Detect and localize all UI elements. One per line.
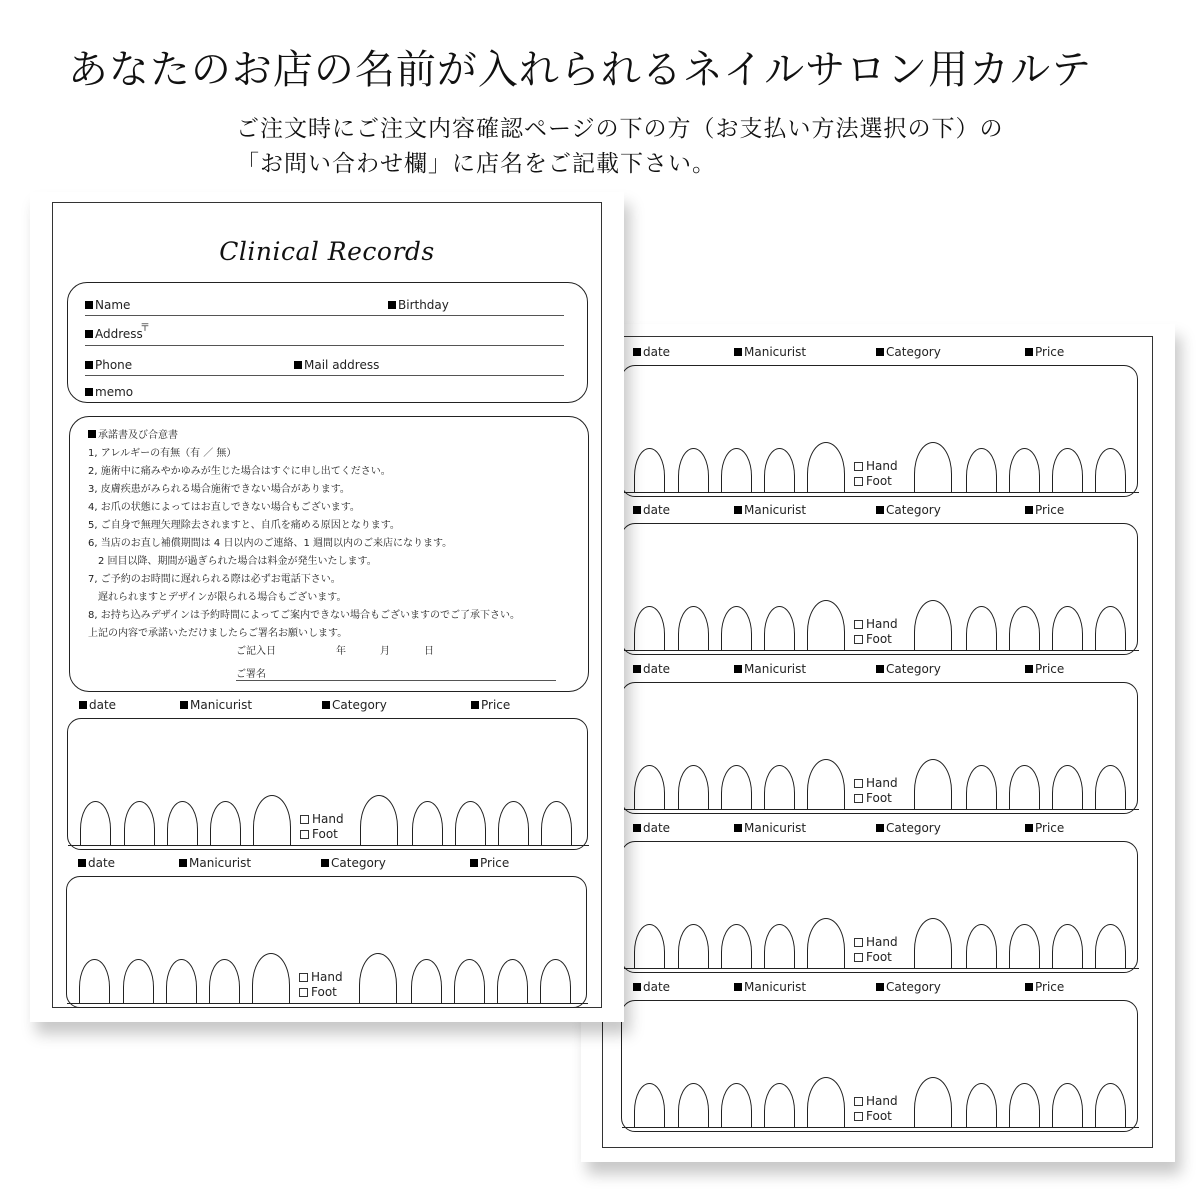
entry-date-label: ご記入日	[236, 646, 276, 657]
hand-option[interactable]: Hand	[854, 617, 898, 632]
hand-foot-options	[854, 617, 898, 647]
record-date-label: date	[79, 698, 116, 712]
right-nail-outline	[914, 918, 952, 968]
left-nail-outline	[807, 759, 845, 809]
hand-foot-options	[300, 812, 344, 842]
consent-line: 7, ご予約のお時間に遅れられる際は必ずお電話下さい。	[88, 574, 341, 585]
left-nail-outline	[678, 1083, 709, 1127]
postal-mark: 〒	[140, 323, 150, 334]
black-square-icon	[294, 361, 302, 369]
mail-label: Mail address	[294, 358, 379, 372]
black-square-icon	[633, 506, 641, 514]
record-price-label: Price	[1025, 980, 1064, 994]
page-headline: あなたのお店の名前が入れられるネイルサロン用カルテ	[67, 47, 1093, 93]
left-nail-outline	[721, 765, 752, 809]
name-label: Name	[85, 298, 130, 312]
record-header	[621, 503, 1138, 519]
left-nail-outline	[764, 606, 795, 650]
right-nail-outline	[1009, 924, 1040, 968]
record-category-label: Category	[876, 980, 941, 994]
nail-baseline	[68, 845, 589, 846]
left-nail-outline	[764, 448, 795, 492]
address-label: Address	[85, 327, 143, 341]
record-date-label: date	[633, 662, 670, 676]
black-square-icon	[388, 301, 396, 309]
checkbox-icon[interactable]	[854, 779, 863, 788]
black-square-icon	[85, 388, 93, 396]
right-nail-outline	[914, 600, 952, 650]
black-square-icon	[633, 824, 641, 832]
record-manicurist-label: Manicurist	[734, 980, 806, 994]
left-nail-outline	[634, 448, 665, 492]
left-nail-outline	[721, 924, 752, 968]
black-square-icon	[85, 330, 93, 338]
left-nail-outline	[764, 1083, 795, 1127]
black-square-icon	[633, 665, 641, 673]
black-square-icon	[79, 701, 87, 709]
record-category-label: Category	[322, 698, 387, 712]
record-box	[621, 365, 1138, 497]
foot-option[interactable]: Foot	[299, 985, 343, 1000]
right-nail-outline	[1095, 1083, 1126, 1127]
hand-foot-options	[854, 459, 898, 489]
record-price-label: Price	[1025, 662, 1064, 676]
year-label: 年	[336, 646, 346, 657]
nail-baseline	[622, 809, 1139, 810]
right-nail-outline	[1095, 448, 1126, 492]
black-square-icon	[734, 983, 742, 991]
record-category-label: Category	[876, 345, 941, 359]
black-square-icon	[78, 859, 86, 867]
phone-label: Phone	[85, 358, 132, 372]
foot-option[interactable]: Foot	[854, 632, 898, 647]
left-nail-outline	[807, 918, 845, 968]
left-nail-outline	[807, 600, 845, 650]
checkbox-icon[interactable]	[300, 815, 309, 824]
consent-line: 3, 皮膚疾患がみられる場合施術できない場合があります。	[88, 484, 350, 495]
sheet-title: Clinical Records	[219, 237, 435, 266]
consent-line: 5, ご自身で無理矢理除去されますと、自爪を痛める原因となります。	[88, 520, 400, 531]
name-underline	[85, 315, 564, 316]
left-nail-outline	[124, 801, 155, 845]
phone-underline	[85, 375, 564, 376]
left-nail-outline	[678, 924, 709, 968]
left-nail-outline	[80, 801, 111, 845]
left-nail-outline	[167, 801, 198, 845]
client-info-box	[67, 282, 588, 403]
nail-baseline	[622, 492, 1139, 493]
left-nail-outline	[678, 765, 709, 809]
right-nail-outline	[1095, 765, 1126, 809]
sheet-back-border	[602, 336, 1153, 1148]
hand-option[interactable]: Hand	[299, 970, 343, 985]
hand-foot-options	[854, 776, 898, 806]
black-square-icon	[876, 348, 884, 356]
record-date-label: date	[633, 980, 670, 994]
foot-option[interactable]: Foot	[854, 791, 898, 806]
right-nail-outline	[1009, 1083, 1040, 1127]
right-nail-outline	[541, 801, 572, 845]
record-category-label: Category	[876, 662, 941, 676]
checkbox-icon[interactable]	[854, 462, 863, 471]
right-nail-outline	[966, 924, 997, 968]
black-square-icon	[1025, 824, 1033, 832]
record-category-label: Category	[321, 856, 386, 870]
checkbox-icon[interactable]	[299, 973, 308, 982]
right-nail-outline	[1052, 924, 1083, 968]
right-nail-outline	[1052, 1083, 1083, 1127]
left-nail-outline	[79, 959, 110, 1003]
left-nail-outline	[634, 606, 665, 650]
record-price-label: Price	[470, 856, 509, 870]
black-square-icon	[734, 665, 742, 673]
black-square-icon	[88, 430, 96, 438]
right-nail-outline	[360, 795, 398, 845]
order-note-line-2: 「お問い合わせ欄」に店名をご記載下さい。	[236, 151, 716, 177]
record-manicurist-label: Manicurist	[734, 345, 806, 359]
right-nail-outline	[1095, 606, 1126, 650]
left-nail-outline	[634, 1083, 665, 1127]
hand-foot-options	[854, 935, 898, 965]
left-nail-outline	[721, 448, 752, 492]
right-nail-outline	[966, 1083, 997, 1127]
foot-option[interactable]: Foot	[854, 474, 898, 489]
black-square-icon	[470, 859, 478, 867]
signature-label: ご署名	[236, 669, 266, 680]
hand-foot-options	[299, 970, 343, 1000]
record-date-label: date	[633, 503, 670, 517]
black-square-icon	[734, 506, 742, 514]
sheet-front-border	[52, 202, 602, 1008]
black-square-icon	[85, 361, 93, 369]
hand-option[interactable]: Hand	[854, 935, 898, 950]
checkbox-icon[interactable]	[299, 988, 308, 997]
checkbox-icon[interactable]	[854, 794, 863, 803]
black-square-icon	[1025, 348, 1033, 356]
black-square-icon	[876, 983, 884, 991]
right-nail-outline	[540, 959, 571, 1003]
checkbox-icon[interactable]	[854, 1097, 863, 1106]
left-nail-outline	[678, 606, 709, 650]
right-nail-outline	[412, 801, 443, 845]
record-category-label: Category	[876, 821, 941, 835]
right-nail-outline	[914, 759, 952, 809]
signature-underline	[236, 680, 556, 681]
left-nail-outline	[166, 959, 197, 1003]
right-nail-outline	[1009, 448, 1040, 492]
checkbox-icon[interactable]	[854, 635, 863, 644]
right-nail-outline	[966, 765, 997, 809]
right-nail-outline	[1052, 448, 1083, 492]
right-nail-outline	[497, 959, 528, 1003]
record-price-label: Price	[471, 698, 510, 712]
record-sheet-back	[581, 324, 1175, 1162]
left-nail-outline	[678, 448, 709, 492]
record-box	[621, 1000, 1138, 1132]
left-nail-outline	[764, 765, 795, 809]
right-nail-outline	[498, 801, 529, 845]
left-nail-outline	[764, 924, 795, 968]
consent-heading: 承諾書及び合意書	[88, 426, 178, 441]
consent-line: 4, お爪の状態によってはお直しできない場合もございます。	[88, 502, 360, 513]
hand-foot-options	[854, 1094, 898, 1124]
left-nail-outline	[721, 606, 752, 650]
record-box	[621, 841, 1138, 973]
record-price-label: Price	[1025, 345, 1064, 359]
hand-option[interactable]: Hand	[854, 459, 898, 474]
black-square-icon	[876, 665, 884, 673]
record-box	[621, 682, 1138, 814]
right-nail-outline	[454, 959, 485, 1003]
black-square-icon	[633, 983, 641, 991]
right-nail-outline	[359, 953, 397, 1003]
record-header	[66, 856, 587, 872]
right-nail-outline	[1009, 765, 1040, 809]
left-nail-outline	[252, 953, 290, 1003]
black-square-icon	[734, 824, 742, 832]
black-square-icon	[180, 701, 188, 709]
consent-line: 2, 施術中に痛みやかゆみが生じた場合はすぐに申し出てください。	[88, 466, 391, 477]
left-nail-outline	[807, 1077, 845, 1127]
hand-option[interactable]: Hand	[854, 776, 898, 791]
black-square-icon	[179, 859, 187, 867]
foot-option[interactable]: Foot	[854, 1109, 898, 1124]
right-nail-outline	[1052, 765, 1083, 809]
left-nail-outline	[807, 442, 845, 492]
order-note-line-1: ご注文時にご注文内容確認ページの下の方（お支払い方法選択の下）の	[236, 116, 1004, 142]
black-square-icon	[633, 348, 641, 356]
record-manicurist-label: Manicurist	[179, 856, 251, 870]
checkbox-icon[interactable]	[854, 1112, 863, 1121]
black-square-icon	[1025, 506, 1033, 514]
right-nail-outline	[966, 448, 997, 492]
right-nail-outline	[455, 801, 486, 845]
consent-box	[69, 416, 589, 692]
black-square-icon	[734, 348, 742, 356]
record-price-label: Price	[1025, 503, 1064, 517]
right-nail-outline	[914, 442, 952, 492]
hand-option[interactable]: Hand	[854, 1094, 898, 1109]
nail-baseline	[622, 1127, 1139, 1128]
month-label: 月	[380, 646, 390, 657]
right-nail-outline	[1052, 606, 1083, 650]
right-nail-outline	[411, 959, 442, 1003]
nail-baseline	[622, 650, 1139, 651]
record-header	[621, 662, 1138, 678]
left-nail-outline	[210, 801, 241, 845]
black-square-icon	[1025, 665, 1033, 673]
black-square-icon	[321, 859, 329, 867]
checkbox-icon[interactable]	[854, 620, 863, 629]
checkbox-icon[interactable]	[854, 938, 863, 947]
black-square-icon	[471, 701, 479, 709]
address-underline	[85, 345, 564, 346]
record-date-label: date	[633, 345, 670, 359]
nail-baseline	[622, 968, 1139, 969]
record-manicurist-label: Manicurist	[180, 698, 252, 712]
foot-option[interactable]: Foot	[300, 827, 344, 842]
right-nail-outline	[914, 1077, 952, 1127]
day-label: 日	[424, 646, 434, 657]
consent-line: 1, アレルギーの有無（有 ／ 無）	[88, 448, 237, 459]
checkbox-icon[interactable]	[300, 830, 309, 839]
right-nail-outline	[1009, 606, 1040, 650]
record-header	[621, 821, 1138, 837]
record-date-label: date	[78, 856, 115, 870]
record-header	[621, 345, 1138, 361]
hand-option[interactable]: Hand	[300, 812, 344, 827]
left-nail-outline	[253, 795, 291, 845]
left-nail-outline	[209, 959, 240, 1003]
record-manicurist-label: Manicurist	[734, 503, 806, 517]
record-manicurist-label: Manicurist	[734, 821, 806, 835]
left-nail-outline	[634, 924, 665, 968]
record-box	[621, 523, 1138, 655]
consent-line: 2 回目以降、期間が過ぎられた場合は料金が発生いたします。	[88, 556, 377, 567]
record-header	[67, 698, 588, 714]
birthday-label: Birthday	[388, 298, 449, 312]
record-box	[67, 718, 588, 850]
memo-label: memo	[85, 385, 133, 399]
foot-option[interactable]: Foot	[854, 950, 898, 965]
black-square-icon	[85, 301, 93, 309]
consent-line: 上記の内容で承諾いただけましたらご署名お願いします。	[88, 628, 348, 639]
consent-line: 6, 当店のお直し補償期間は 4 日以内のご連絡、1 週間以内のご来店になります。	[88, 538, 453, 549]
record-manicurist-label: Manicurist	[734, 662, 806, 676]
consent-line: 遅れられますとデザインが限られる場合もございます。	[88, 592, 347, 603]
nail-baseline	[67, 1003, 588, 1004]
right-nail-outline	[966, 606, 997, 650]
black-square-icon	[876, 506, 884, 514]
black-square-icon	[322, 701, 330, 709]
left-nail-outline	[634, 765, 665, 809]
record-sheet-front	[30, 192, 624, 1022]
checkbox-icon[interactable]	[854, 953, 863, 962]
right-nail-outline	[1095, 924, 1126, 968]
record-date-label: date	[633, 821, 670, 835]
black-square-icon	[1025, 983, 1033, 991]
left-nail-outline	[123, 959, 154, 1003]
black-square-icon	[876, 824, 884, 832]
record-header	[621, 980, 1138, 996]
record-price-label: Price	[1025, 821, 1064, 835]
record-category-label: Category	[876, 503, 941, 517]
record-box	[66, 876, 587, 1008]
consent-line: 8, お持ち込みデザインは予約時間によってご案内できない場合もございますのでご了承下さい。	[88, 610, 521, 621]
left-nail-outline	[721, 1083, 752, 1127]
checkbox-icon[interactable]	[854, 477, 863, 486]
